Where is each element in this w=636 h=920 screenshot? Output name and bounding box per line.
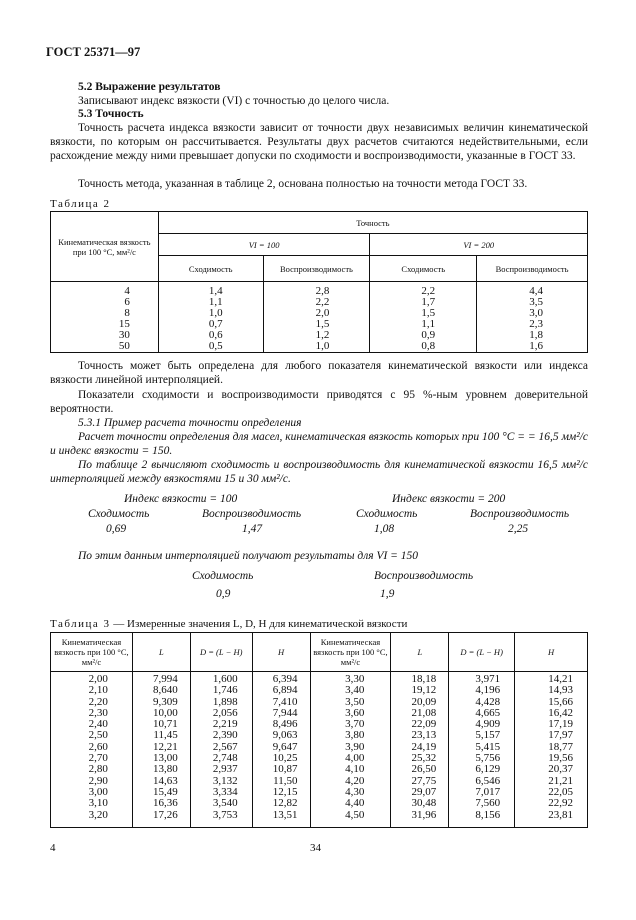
after-table-2-paragraph-1: Точность может быть определена для любого показателя кинематической вязкости или индекса вязкости линейной интерполяцией. — [50, 360, 588, 386]
section-5-3-paragraph-2: Точность метода, указанная в таблице 2, основана полностью на точности метода ГОСТ 33. — [78, 178, 528, 190]
example-repeatability-label-1: Сходимость — [88, 508, 150, 520]
table-3-header-viscosity-1: Кинематическая вязкость при 100 °С, мм²/с — [51, 633, 133, 672]
example-reproducibility-value-3: 1,9 — [380, 588, 395, 600]
footer-left-number: 4 — [50, 842, 56, 854]
table-2-caption: Таблица 2 — [50, 198, 111, 210]
table-3-L-values-2: 18,18 19,12 20,09 21,08 22,09 23,13 24,19 25,32 26,50 27,75 29,07 30,48 31,96 — [391, 672, 449, 828]
example-interpolation-text: По этим данным интерполяцией получают результаты для VI = 150 — [78, 550, 419, 562]
table-3-header-H-2: H — [515, 633, 588, 672]
example-repeatability-value-1: 0,69 — [106, 523, 127, 535]
example-vi200-label: Индекс вязкости = 200 — [392, 493, 506, 505]
example-repeatability-value-2: 1,08 — [374, 523, 395, 535]
example-reproducibility-value-2: 2,25 — [508, 523, 529, 535]
table-3-D-values-1: 1,600 1,746 1,898 2,056 2,219 2,390 2,567 2,748 2,937 3,132 3,334 3,540 3,753 — [190, 672, 252, 828]
table-2-header-repeatability-200: Сходимость — [370, 256, 477, 282]
table-3-D-values-2: 3,971 4,196 4,428 4,665 4,909 5,157 5,415 5,756 6,129 6,546 7,017 7,560 8,156 — [449, 672, 515, 828]
table-3-viscosity-values-1: 2,00 2,10 2,20 2,30 2,40 2,50 2,60 2,70 2,80 2,90 3,00 3,10 3,20 — [51, 672, 133, 828]
section-5-2-title: 5.2 Выражение результатов — [78, 81, 221, 93]
table-2-reproducibility-200-values: 4,4 3,5 3,0 2,3 1,8 1,6 — [477, 282, 588, 353]
table-3-header-viscosity-2: Кинематическая вязкость при 100 °С, мм²/с — [310, 633, 391, 672]
table-3-header-L-1: L — [132, 633, 190, 672]
table-2-viscosity-values: 4 6 8 15 30 50 — [51, 282, 159, 353]
example-vi100-label: Индекс вязкости = 100 — [124, 493, 238, 505]
table-2-header-vi100: VI = 100 — [158, 234, 370, 256]
table-3-H-values-1: 6,394 6,894 7,410 7,944 8,496 9,063 9,647 10,25 10,87 11,50 12,15 12,82 13,51 — [252, 672, 310, 828]
table-2 — [50, 211, 588, 353]
table-2-header-vi200: VI = 200 — [370, 234, 588, 256]
table-3-header-D-2: D = (L − H) — [449, 633, 515, 672]
section-5-2-text: Записывают индекс вязкости (VI) с точностью до целого числа. — [78, 95, 390, 107]
table-2-header-precision: Точность — [158, 212, 587, 234]
table-3-header-D-1: D = (L − H) — [190, 633, 252, 672]
table-3-H-values-2: 14,21 14,93 15,66 16,42 17,19 17,97 18,77 19,56 20,37 21,21 22,05 22,92 23,81 — [515, 672, 588, 828]
after-table-2-paragraph-2: Показатели сходимости и воспроизводимости приводятся с 95 %-ным уровнем доверительной вероятности. — [50, 389, 588, 415]
example-repeatability-label-3: Сходимость — [192, 570, 254, 582]
table-3-caption-text: — Измеренные значения L, D, H для кинематической вязкости — [110, 618, 408, 630]
table-3-header-H-1: H — [252, 633, 310, 672]
table-3 — [50, 632, 588, 828]
example-reproducibility-value-1: 1,47 — [242, 523, 263, 535]
table-2-header-repeatability-100: Сходимость — [158, 256, 263, 282]
page-number: 34 — [310, 842, 321, 854]
example-reproducibility-label-1: Воспроизводимость — [202, 508, 302, 520]
document-code: ГОСТ 25371—97 — [46, 45, 141, 59]
table-2-header-reproducibility-100: Воспроизводимость — [263, 256, 370, 282]
table-2-repeatability-100-values: 1,4 1,1 1,0 0,7 0,6 0,5 — [158, 282, 263, 353]
example-paragraph-2: По таблице 2 вычисляют сходимость и воспроизводимость для кинематической вязкости 16,5 мм²/с интерполяцией между вязкостями 15 и 30 мм²/с. — [50, 459, 588, 485]
section-5-3-paragraph-1: Точность расчета индекса вязкости зависит от точности двух независимых величин кинематической вязкости, по которым он рассчитывается. Результаты двух расчетов считаются недействительными, если расхождение между ними превышает допуски по сходимости и воспроизводимости, указанные в ГОСТ 33. — [50, 122, 588, 162]
table-2-repeatability-200-values: 2,2 1,7 1,5 1,1 0,9 0,8 — [370, 282, 477, 353]
example-paragraph-1: Расчет точности определения для масел, кинематическая вязкость которых при 100 °С = = 16,5 мм²/с и индекс вязкости = 150. — [50, 431, 588, 457]
table-3-caption-label: Таблица 3 — [50, 618, 111, 630]
example-reproducibility-label-2: Воспроизводимость — [470, 508, 570, 520]
table-2-reproducibility-100-values: 2,8 2,2 2,0 1,5 1,2 1,0 — [263, 282, 370, 353]
table-2-header-viscosity: Кинематическая вязкость при 100 °С, мм²/с — [51, 212, 159, 282]
table-3-viscosity-values-2: 3,30 3,40 3,50 3,60 3,70 3,80 3,90 4,00 4,10 4,20 4,30 4,40 4,50 — [310, 672, 391, 828]
table-3-caption — [50, 617, 407, 631]
section-5-3-title: 5.3 Точность — [78, 108, 144, 120]
example-repeatability-value-3: 0,9 — [216, 588, 231, 600]
table-2-header-reproducibility-200: Воспроизводимость — [477, 256, 588, 282]
table-3-header-L-2: L — [391, 633, 449, 672]
table-3-L-values-1: 7,994 8,640 9,309 10,00 10,71 11,45 12,21 13,00 13,80 14,63 15,49 16,36 17,26 — [132, 672, 190, 828]
example-title: 5.3.1 Пример расчета точности определения — [78, 417, 302, 429]
example-repeatability-label-2: Сходимость — [356, 508, 418, 520]
example-reproducibility-label-3: Воспроизводимость — [374, 570, 474, 582]
